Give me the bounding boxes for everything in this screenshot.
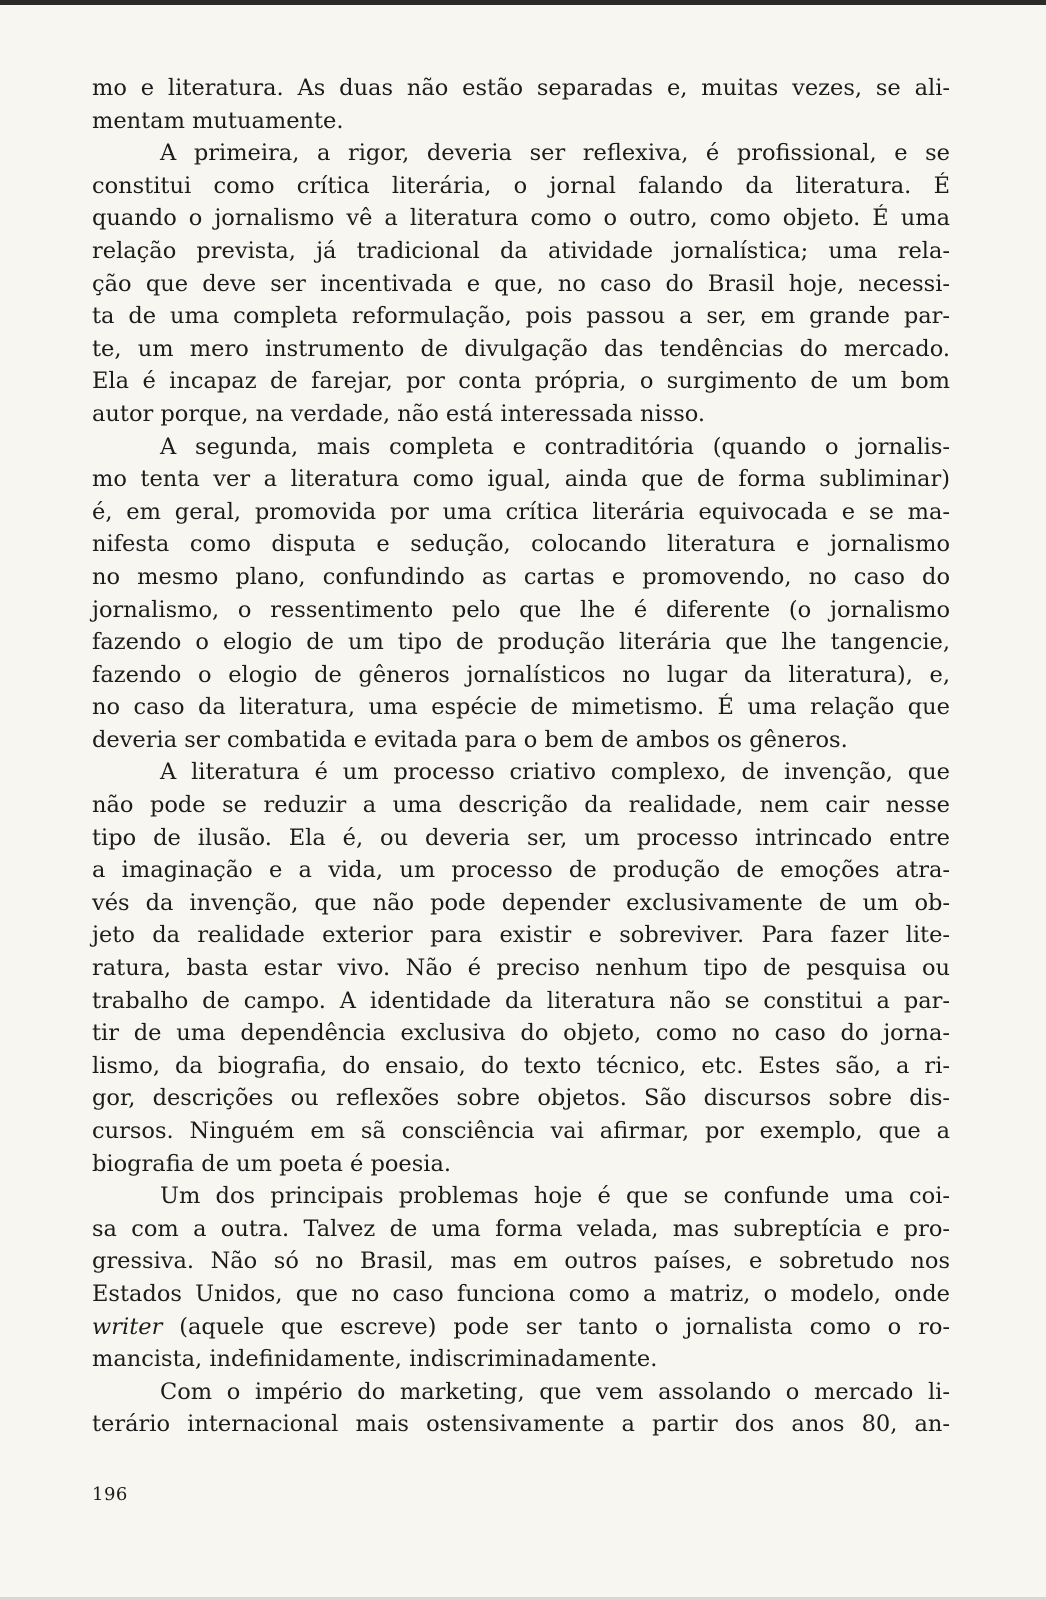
- text-line: mentam mutuamente.: [92, 107, 344, 134]
- text-line: mo e literatura. As duas não estão separadas e, muitas vezes, se ali-: [92, 75, 950, 101]
- text-line: no caso da literatura, uma espécie de mimetismo. É uma relação que: [92, 694, 950, 721]
- text-line: tir de uma dependência exclusiva do objeto, como no caso do jorna-: [92, 1020, 950, 1047]
- text-line: constitui como crítica literária, o jornal falando da literatura. É: [92, 172, 950, 199]
- text-line: trabalho de campo. A identidade da literatura não se constitui a par-: [92, 987, 950, 1014]
- text-line: Ela é incapaz de farejar, por conta própria, o surgimento de um bom: [92, 368, 950, 395]
- text-line: cursos. Ninguém em sã consciência vai afirmar, por exemplo, que a: [92, 1118, 950, 1144]
- text-line: Estados Unidos, que no caso funciona como a matriz, o modelo, onde: [92, 1280, 950, 1307]
- text-line: biografia de um poeta é poesia.: [92, 1150, 452, 1177]
- text-line: [92, 1311, 950, 1344]
- text-line: jornalismo, o ressentimento pelo que lhe é diferente (o jornalismo: [92, 596, 950, 623]
- text-line: no mesmo plano, confundindo as cartas e promovendo, no caso do: [92, 563, 950, 590]
- text-line: tipo de ilusão. Ela é, ou deveria ser, um processo intrincado entre: [92, 824, 950, 851]
- text-line: não pode se reduzir a uma descrição da realidade, nem cair nesse: [92, 792, 950, 819]
- text-line: ta de uma completa reformulação, pois passou a ser, em grande par-: [92, 303, 950, 330]
- text-line: quando o jornalismo vê a literatura como o outro, como objeto. É uma: [92, 205, 950, 232]
- text-line: fazendo o elogio de um tipo de produção literária que lhe tangencie,: [92, 629, 950, 656]
- text-line: gor, descrições ou reflexões sobre objetos. São discursos sobre dis-: [92, 1085, 950, 1112]
- page-top-edge: [0, 0, 1046, 5]
- italic-word: writer: [92, 1313, 163, 1340]
- text-line: gressiva. Não só no Brasil, mas em outros países, e sobretudo nos: [92, 1248, 950, 1275]
- text-line: sa com a outra. Talvez de uma forma velada, mas subreptícia e pro-: [92, 1215, 950, 1242]
- text-line: vés da invenção, que não pode depender exclusivamente de um ob-: [92, 889, 950, 916]
- text-line: ratura, basta estar vivo. Não é preciso nenhum tipo de pesquisa ou: [92, 955, 950, 982]
- text-line: mo tenta ver a literatura como igual, ainda que de forma subliminar): [92, 466, 950, 493]
- text-line: Com o império do marketing, que vem assolando o mercado li-: [160, 1378, 950, 1405]
- text-line: deveria ser combatida e evitada para o bem de ambos os gêneros.: [92, 726, 848, 753]
- text-line: nifesta como disputa e sedução, colocando literatura e jornalismo: [92, 531, 950, 558]
- text-line: é, em geral, promovida por uma crítica literária equivocada e se ma-: [92, 498, 950, 525]
- body-text: [92, 72, 950, 1441]
- text-line: A segunda, mais completa e contraditória (quando o jornalis-: [160, 433, 950, 460]
- text-line: ção que deve ser incentivada e que, no caso do Brasil hoje, necessi-: [92, 270, 950, 297]
- text-line: autor porque, na verdade, não está interessada nisso.: [92, 400, 706, 427]
- text-segment: (aquele que escreve) pode ser tanto o jornalista como o ro-: [162, 1313, 950, 1340]
- text-line: A primeira, a rigor, deveria ser reflexiva, é profissional, e se: [160, 140, 950, 167]
- text-line: te, um mero instrumento de divulgação das tendências do mercado.: [92, 335, 950, 362]
- text-line: terário internacional mais ostensivamente a partir dos anos 80, an-: [92, 1411, 950, 1438]
- text-line: mancista, indefinidamente, indiscriminadamente.: [92, 1346, 658, 1373]
- text-line: lismo, da biografia, do ensaio, do texto técnico, etc. Estes são, a ri-: [92, 1052, 950, 1079]
- text-line: jeto da realidade exterior para existir e sobreviver. Para fazer lite-: [92, 922, 950, 949]
- text-line: fazendo o elogio de gêneros jornalísticos no lugar da literatura), e,: [92, 661, 950, 688]
- text-line: relação prevista, já tradicional da atividade jornalística; uma rela-: [92, 237, 950, 264]
- text-line: A literatura é um processo criativo complexo, de invenção, que: [160, 759, 950, 786]
- page-number: 196: [92, 1484, 128, 1505]
- text-line: Um dos principais problemas hoje é que se confunde uma coi-: [160, 1183, 950, 1210]
- text-line: a imaginação e a vida, um processo de produção de emoções atra-: [92, 857, 950, 884]
